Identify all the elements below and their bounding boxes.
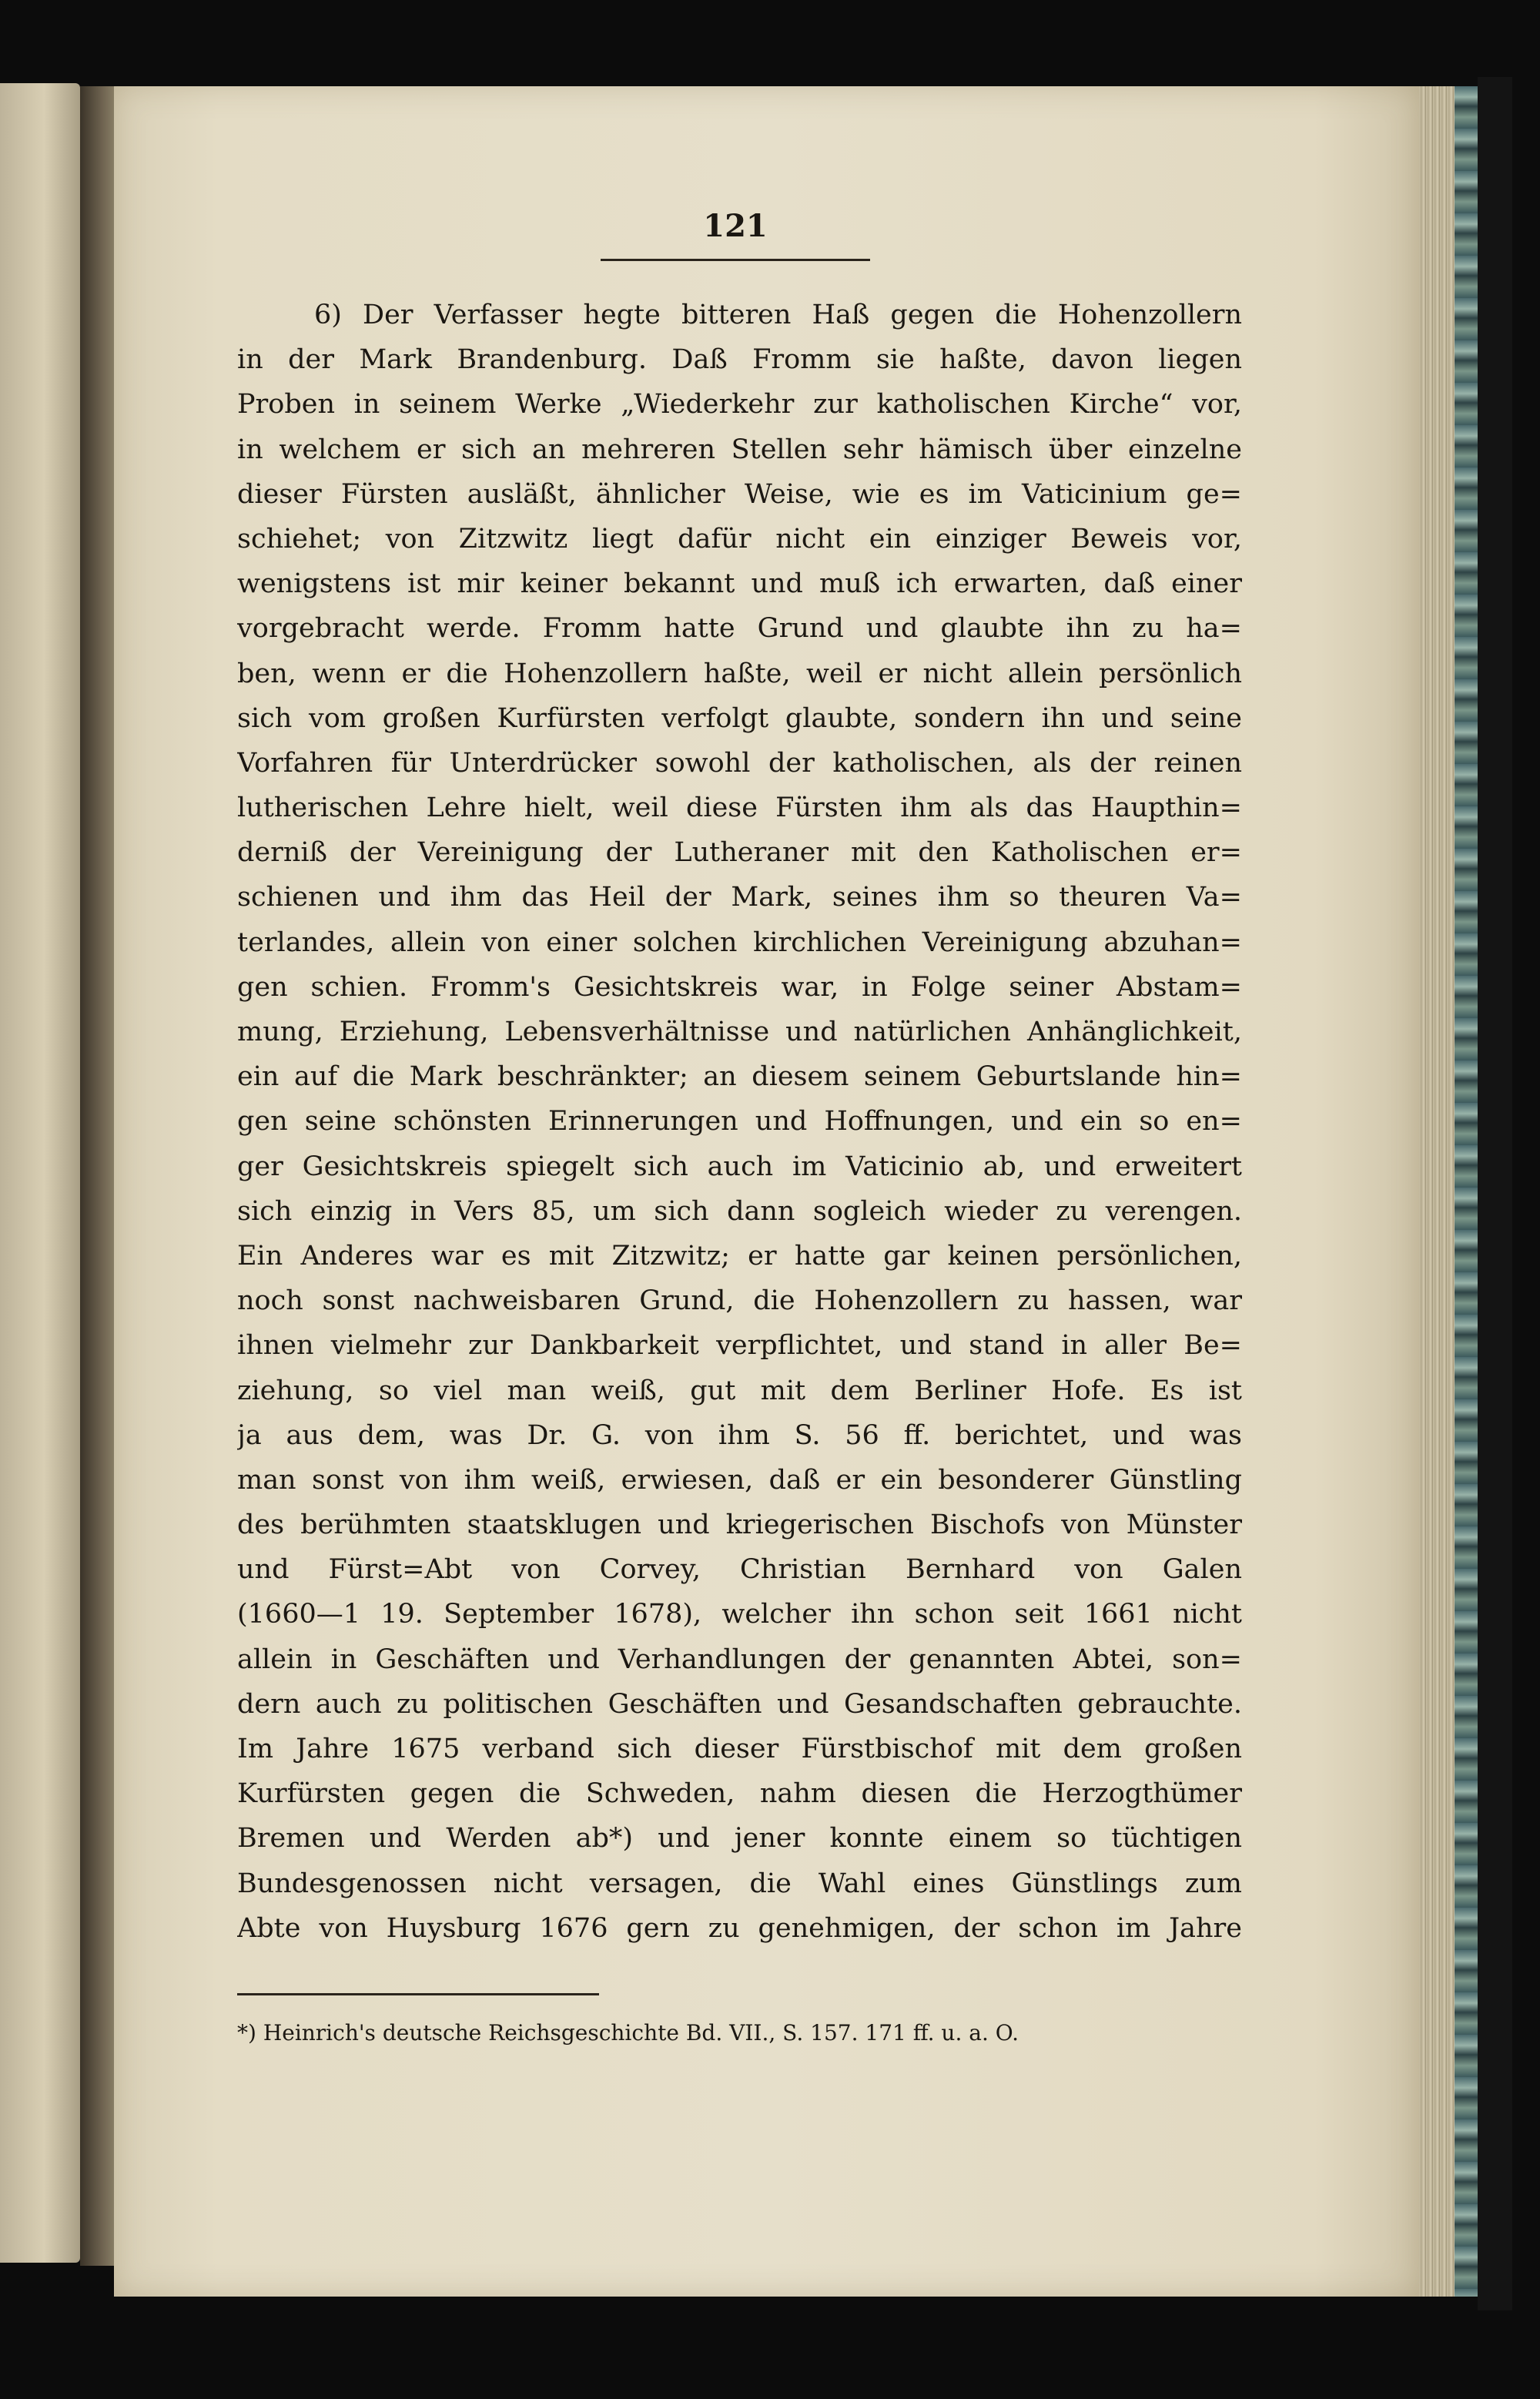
text-line: Ein Anderes war es mit Zitzwitz; er hatte gar keinen persönlichen, — [237, 1240, 1242, 1272]
text-line: lutherischen Lehre hielt, weil diese Fürsten ihm als das Haupthin= — [237, 792, 1242, 824]
text-line: schiehet; von Zitzwitz liegt dafür nicht ein einziger Beweis vor, — [237, 523, 1242, 555]
text-line: sich einzig in Vers 85, um sich dann sogleich wieder zu verengen. — [237, 1195, 1242, 1227]
text-line: ein auf die Mark beschränkter; an diesem seinem Geburtslande hin= — [237, 1061, 1242, 1093]
text-line: ja aus dem, was Dr. G. von ihm S. 56 ff. berichtet, und was — [237, 1419, 1242, 1451]
text-line: des berühmten staatsklugen und kriegerischen Bischofs von Münster — [237, 1509, 1242, 1541]
text-line: Kurfürsten gegen die Schweden, nahm diesen die Herzogthümer — [237, 1778, 1242, 1810]
text-line: vorgebracht werde. Fromm hatte Grund und glaubte ihn zu ha= — [237, 613, 1242, 645]
text-line: wenigstens ist mir keiner bekannt und muß ich erwarten, daß einer — [237, 568, 1242, 600]
text-line: allein in Geschäften und Verhandlungen der genannten Abtei, son= — [237, 1643, 1242, 1675]
text-line: (1660—1 19. September 1678), welcher ihn schon seit 1661 nicht — [237, 1599, 1242, 1630]
text-line: Bremen und Werden ab*) und jener konnte einem so tüchtigen — [237, 1823, 1242, 1855]
previous-page-edge — [0, 83, 80, 2263]
text-line: in welchem er sich an mehreren Stellen sehr hämisch über einzelne — [237, 434, 1242, 465]
text-line: ihnen vielmehr zur Dankbarkeit verpflichtet, und stand in aller Be= — [237, 1330, 1242, 1362]
header-rule — [601, 259, 870, 261]
text-line: terlandes, allein von einer solchen kirchlichen Vereinigung abzuhan= — [237, 926, 1242, 958]
text-line: schienen und ihm das Heil der Mark, seines ihm so theuren Va= — [237, 882, 1242, 913]
text-line: und Fürst=Abt von Corvey, Christian Bernhard von Galen — [237, 1554, 1242, 1586]
text-line: mung, Erziehung, Lebensverhältnisse und natürlichen Anhänglichkeit, — [237, 1017, 1242, 1047]
text-line: dieser Fürsten ausläßt, ähnlicher Weise, wie es im Vaticinium ge= — [237, 478, 1242, 510]
footnote-rule — [237, 1993, 599, 1995]
text-line: man sonst von ihm weiß, erwiesen, daß er ein besonderer Günstling — [237, 1464, 1242, 1496]
text-line: ziehung, so viel man weiß, gut mit dem Berliner Hofe. Es ist — [237, 1375, 1242, 1406]
cover-edge — [1478, 77, 1512, 2310]
text-line: in der Mark Brandenburg. Daß Fromm sie haßte, davon liegen — [237, 344, 1242, 376]
text-line: Im Jahre 1675 verband sich dieser Fürstbischof mit dem großen — [237, 1734, 1242, 1764]
page-stack-edge — [1419, 86, 1455, 2297]
text-line: dern auch zu politischen Geschäften und Gesandschaften gebrauchte. — [237, 1688, 1242, 1720]
text-line: ben, wenn er die Hohenzollern haßte, weil er nicht allein persönlich — [237, 658, 1242, 689]
footnote: *) Heinrich's deutsche Reichsgeschichte Bd. VII., S. 157. 171 ff. u. a. O. — [237, 2020, 1019, 2046]
text-line: ger Gesichtskreis spiegelt sich auch im Vaticinio ab, und erweitert — [237, 1151, 1242, 1182]
text-line: gen schien. Fromm's Gesichtskreis war, in Folge seiner Abstam= — [237, 971, 1242, 1003]
text-line: Abte von Huysburg 1676 gern zu genehmigen, der schon im Jahre — [237, 1912, 1242, 1944]
text-line: noch sonst nachweisbaren Grund, die Hohenzollern zu hassen, war — [237, 1285, 1242, 1317]
marbled-edge — [1455, 86, 1478, 2297]
book-gutter — [80, 86, 117, 2266]
text-line: Bundesgenossen nicht versagen, die Wahl eines Günstlings zum — [237, 1868, 1242, 1899]
text-line: gen seine schönsten Erinnerungen und Hoffnungen, und ein so en= — [237, 1106, 1242, 1138]
page-number: 121 — [703, 208, 768, 244]
text-line: derniß der Vereinigung der Lutheraner mit den Katholischen er= — [237, 837, 1242, 869]
text-line: Proben in seinem Werke „Wiederkehr zur katholischen Kirche“ vor, — [237, 389, 1242, 420]
text-line: sich vom großen Kurfürsten verfolgt glaubte, sondern ihn und seine — [237, 702, 1242, 734]
text-line: Vorfahren für Unterdrücker sowohl der katholischen, als der reinen — [237, 747, 1242, 779]
body-text — [237, 293, 1242, 1951]
text-line: 6) Der Verfasser hegte bitteren Haß gegen die Hohenzollern — [314, 300, 1242, 330]
